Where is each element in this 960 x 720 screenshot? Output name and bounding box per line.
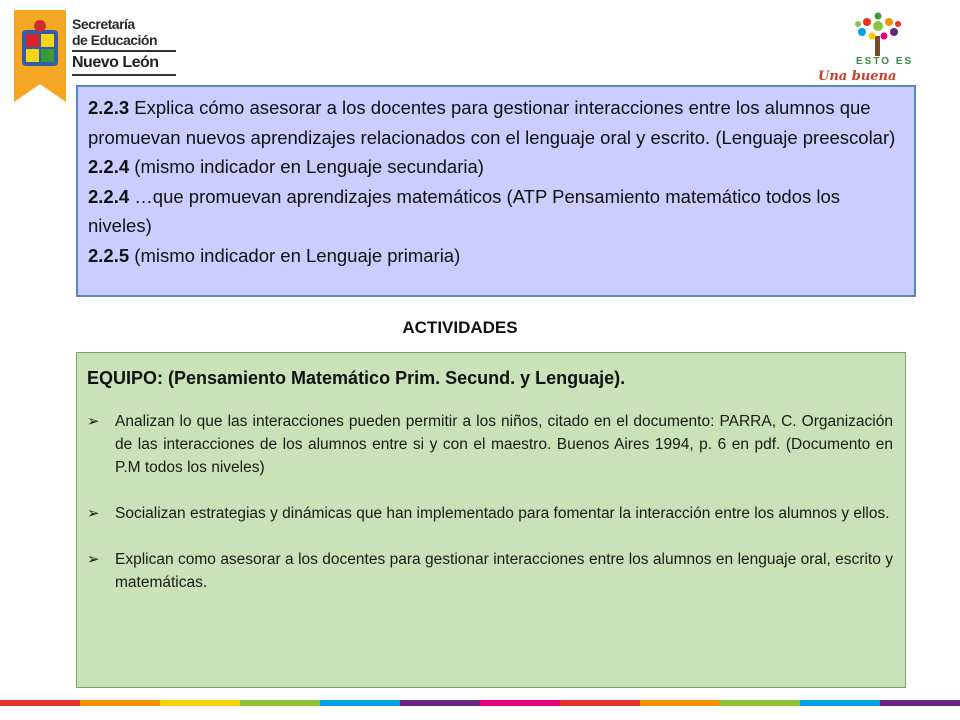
- indicator-code: 2.2.4: [88, 185, 130, 207]
- sep-logo-line3: Nuevo León: [72, 54, 159, 71]
- indicator-line: [88, 241, 902, 271]
- activity-item: [87, 502, 893, 525]
- activities-title: ACTIVIDADES: [402, 318, 518, 337]
- indicator-text: (mismo indicador en Lenguaje secundaria): [129, 156, 484, 177]
- campaign-logo-small-text: ESTO ES: [856, 56, 914, 67]
- indicator-text: (mismo indicador en Lenguaje primaria): [129, 244, 461, 266]
- activity-text: Socializan estrategias y dinámicas que han implementado para fomentar la interacción entre los alumnos y ellos.: [115, 505, 890, 522]
- stripe-segment: [880, 700, 960, 706]
- stripe-segment: [560, 700, 640, 706]
- campaign-tree-logo: [812, 12, 944, 86]
- team-heading: EQUIPO: (Pensamiento Matemático Prim. Secund. y Lenguaje).: [87, 368, 626, 388]
- stripe-segment: [720, 700, 800, 706]
- indicator-text: …que promuevan aprendizajes matemáticos (ATP Pensamiento matemático todos los niveles): [88, 185, 841, 236]
- indicator-line: [88, 182, 902, 241]
- indicators-box: [76, 85, 916, 297]
- bottom-color-stripe: [0, 700, 960, 706]
- stripe-segment: [480, 700, 560, 706]
- activity-item: [87, 548, 893, 594]
- stripe-segment: [0, 700, 80, 706]
- sep-logo-line1: Secretaría: [72, 16, 135, 32]
- indicator-code: 2.2.3: [88, 97, 130, 118]
- sep-logo: [72, 14, 192, 84]
- arrow-bullet-icon: ➢: [87, 505, 100, 522]
- indicator-text: Explica cómo asesorar a los docentes para gestionar interacciones entre los alumnos que promuevan nuevos aprendizajes relacionados con el lenguaje oral y escrito. (Lenguaje preescolar): [88, 97, 896, 148]
- sep-logo-line2: de Educación: [72, 32, 158, 48]
- indicator-code: 2.2.4: [88, 156, 130, 177]
- stripe-segment: [640, 700, 720, 706]
- indicator-line: [88, 152, 902, 182]
- indicator-line: [88, 93, 902, 152]
- state-crest-ribbon: [14, 10, 66, 102]
- sep-logo-rule2: [72, 74, 176, 76]
- arrow-bullet-icon: ➢: [87, 413, 100, 430]
- activity-item: [87, 410, 893, 479]
- tree-icon: [812, 12, 944, 58]
- stripe-segment: [320, 700, 400, 706]
- team-activities-box: [76, 352, 906, 688]
- indicator-code: 2.2.5: [88, 244, 130, 266]
- stripe-segment: [240, 700, 320, 706]
- arrow-bullet-icon: ➢: [87, 551, 100, 568]
- stripe-segment: [160, 700, 240, 706]
- campaign-logo-main-text: Una buena: [818, 69, 897, 84]
- activity-text: Analizan lo que las interacciones pueden permitir a los niños, citado en el documento: PARRA, C. Organización de las interacciones de los alumnos entre si y con el maestro. Buenos Aires 1994, p. 6 en pdf. (Documento en P.M todos los niveles): [115, 413, 893, 476]
- stripe-segment: [400, 700, 480, 706]
- stripe-segment: [800, 700, 880, 706]
- sep-logo-rule: [72, 50, 176, 52]
- stripe-segment: [80, 700, 160, 706]
- activity-text: Explican como asesorar a los docentes para gestionar interacciones entre los alumnos en lenguaje oral, escrito y matemáticas.: [115, 551, 893, 591]
